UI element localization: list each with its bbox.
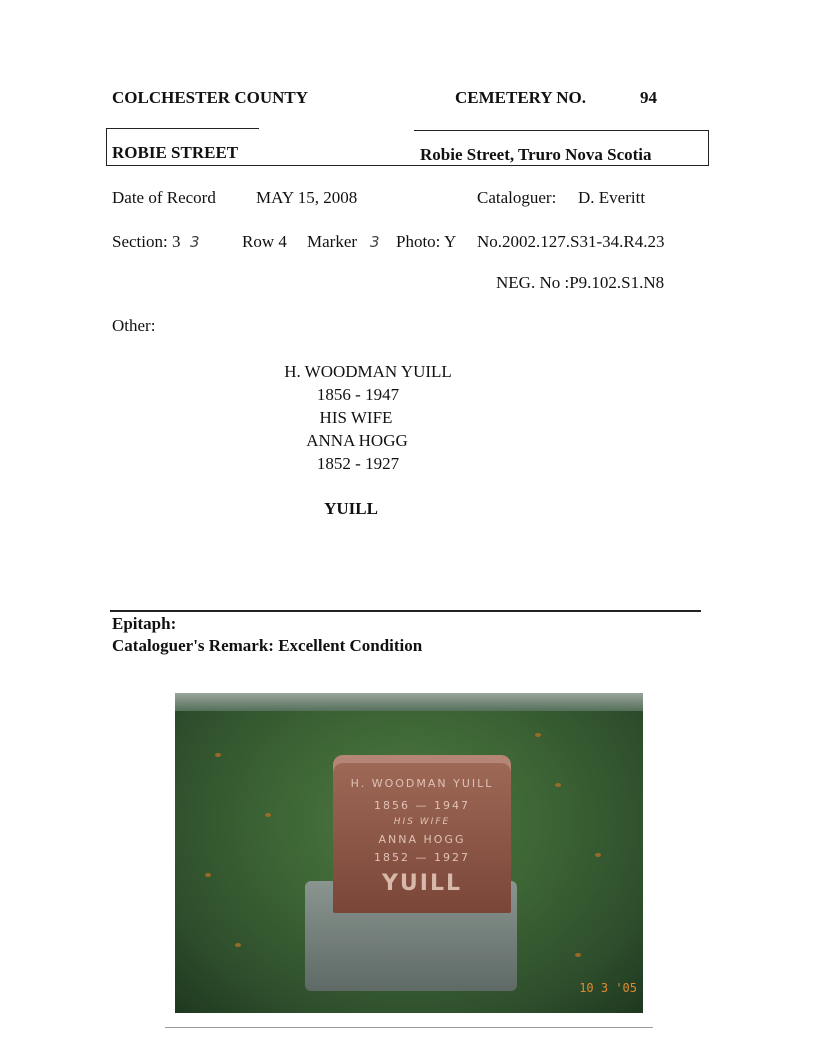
stone-text: HIS WIFE [393,817,451,827]
surname: YUILL [324,499,378,518]
negative-number: NEG. No :P9.102.S1.N8 [496,273,665,292]
other-label: Other: [112,316,156,335]
cataloguer-remark: Cataloguer's Remark: Excellent Condition [112,636,423,655]
cataloguer-label: Cataloguer: [477,188,557,207]
marker-handwritten: 3 [370,233,380,251]
photo-date-stamp: 10 3 '05 [579,981,637,995]
section-label: Section: 3 [112,232,181,251]
stone-text: 1852 — 1927 [374,851,470,864]
inscription-line: ANNA HOGG [306,431,408,450]
cemetery-number: 94 [640,88,657,107]
inscription-line: 1852 - 1927 [316,454,400,473]
inscription-line: 1856 - 1947 [316,385,400,404]
epitaph-label: Epitaph: [112,614,177,633]
inscription-line: HIS WIFE [319,408,393,427]
cemetery-name: ROBIE STREET [112,143,239,162]
cataloguer-value: D. Everitt [578,188,646,207]
marker-label: Marker [307,232,358,251]
date-label: Date of Record [112,188,216,207]
header-divider [106,165,708,166]
stone-text: ANNA HOGG [378,833,466,846]
photo-edge [165,1027,653,1028]
headstone-photo [175,693,643,1013]
footer-divider [110,610,701,612]
stone-surname: YUILL [381,871,463,896]
county: COLCHESTER COUNTY [112,88,309,107]
photo-flag: Photo: Y [396,232,457,251]
inscription-line: H. WOODMAN YUILL [284,362,452,381]
stone-text: 1856 — 1947 [374,799,470,812]
stone-text: H. WOODMAN YUILL [350,777,494,790]
cemetery-label: CEMETERY NO. [455,88,587,107]
section-handwritten: 3 [190,233,200,251]
date-value: MAY 15, 2008 [256,188,358,207]
row: Row 4 [242,232,287,251]
headstone [333,755,511,913]
catalogue-number: No.2002.127.S31-34.R4.23 [477,232,665,251]
location: Robie Street, Truro Nova Scotia [420,145,652,164]
